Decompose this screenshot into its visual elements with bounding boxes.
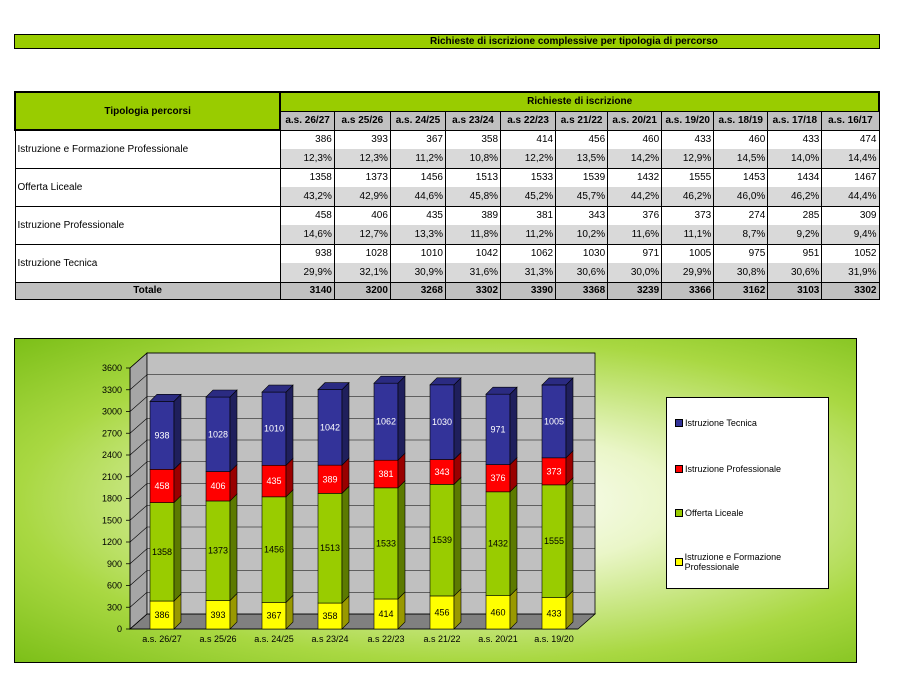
percent-cell: 9,4% [822, 225, 879, 244]
value-cell: 460 [714, 130, 768, 149]
year-header: a.s. 26/27 [280, 111, 334, 130]
data-label: 1028 [207, 429, 229, 440]
percent-cell: 31,6% [445, 263, 500, 282]
legend-swatch [675, 509, 683, 517]
legend-item [675, 418, 757, 428]
total-label: Totale [15, 282, 280, 299]
x-tick-label: a.s 23/24 [311, 634, 349, 644]
bar-segment-side [174, 394, 181, 469]
value-cell: 414 [501, 130, 556, 149]
year-header: a.s. 20/21 [608, 111, 662, 130]
value-cell: 1052 [822, 244, 879, 263]
data-label: 406 [210, 481, 226, 492]
data-label: 456 [434, 607, 450, 618]
value-cell: 358 [445, 130, 500, 149]
y-tick-label: 600 [106, 580, 122, 591]
group-header: Richieste di iscrizione [280, 92, 879, 111]
value-cell: 1456 [390, 168, 445, 187]
total-cell: 3103 [768, 282, 822, 299]
value-cell: 343 [556, 206, 608, 225]
x-tick-label: a.s. 20/21 [478, 634, 518, 644]
data-label: 381 [378, 469, 394, 480]
percent-cell: 45,8% [445, 187, 500, 206]
percent-cell: 9,2% [768, 225, 822, 244]
table-row-values [15, 244, 879, 263]
chart-floor [130, 614, 595, 629]
percent-cell: 46,2% [768, 187, 822, 206]
data-label: 1456 [263, 544, 285, 555]
percent-cell: 11,8% [445, 225, 500, 244]
data-label: 414 [378, 608, 394, 619]
data-label: 393 [210, 609, 226, 620]
total-cell: 3302 [822, 282, 879, 299]
percent-cell: 30,6% [768, 263, 822, 282]
y-tick-label: 900 [106, 558, 122, 569]
value-cell: 406 [334, 206, 390, 225]
total-row [15, 282, 879, 299]
percent-cell: 11,1% [662, 225, 714, 244]
year-header: a.s 21/22 [556, 111, 608, 130]
value-cell: 1028 [334, 244, 390, 263]
percent-cell: 31,3% [501, 263, 556, 282]
percent-cell: 46,2% [662, 187, 714, 206]
data-label: 1373 [207, 545, 229, 556]
bar-segment-side [566, 478, 573, 598]
y-tick-label: 2400 [101, 450, 122, 460]
total-cell: 3140 [280, 282, 334, 299]
y-tick-label: 300 [106, 602, 122, 613]
value-cell: 1432 [608, 168, 662, 187]
percent-cell: 12,7% [334, 225, 390, 244]
value-cell: 971 [608, 244, 662, 263]
legend-item [675, 508, 743, 518]
y-tick-label: 1200 [101, 537, 122, 547]
value-cell: 309 [822, 206, 879, 225]
value-cell: 367 [390, 130, 445, 149]
value-cell: 951 [768, 244, 822, 263]
percent-cell: 14,5% [714, 149, 768, 168]
data-label: 343 [434, 466, 450, 477]
legend-label: Istruzione e Formazione Professionale [684, 552, 782, 572]
data-label: 460 [490, 607, 506, 618]
page-title: Richieste di iscrizione complessive per tipologia di percorso [430, 36, 718, 47]
enrollment-table [14, 91, 880, 300]
data-label: 1005 [543, 416, 565, 427]
data-label: 1533 [375, 538, 397, 549]
value-cell: 1467 [822, 168, 879, 187]
year-header: a.s. 18/19 [714, 111, 768, 130]
value-cell: 433 [768, 130, 822, 149]
percent-cell: 46,0% [714, 187, 768, 206]
data-label: 1030 [431, 417, 453, 428]
percent-cell: 11,2% [390, 149, 445, 168]
value-cell: 1005 [662, 244, 714, 263]
percent-cell: 32,1% [334, 263, 390, 282]
bar-segment-side [286, 385, 293, 465]
value-cell: 975 [714, 244, 768, 263]
table-row-values [15, 168, 879, 187]
total-cell: 3368 [556, 282, 608, 299]
percent-cell: 44,6% [390, 187, 445, 206]
bar-segment-side [398, 481, 405, 599]
percent-cell: 30,6% [556, 263, 608, 282]
data-label: 1042 [319, 422, 341, 433]
y-tick-label: 2100 [101, 471, 122, 482]
value-cell: 389 [445, 206, 500, 225]
year-header: a.s 22/23 [501, 111, 556, 130]
value-cell: 474 [822, 130, 879, 149]
legend-swatch [675, 419, 683, 427]
value-cell: 1030 [556, 244, 608, 263]
y-tick-label: 0 [116, 624, 122, 634]
data-label: 1358 [151, 546, 173, 557]
value-cell: 1042 [445, 244, 500, 263]
data-label: 1539 [431, 535, 453, 546]
percent-cell: 45,2% [501, 187, 556, 206]
data-label: 938 [154, 430, 170, 441]
data-label: 435 [266, 476, 282, 487]
data-label: 358 [322, 611, 338, 622]
value-cell: 285 [768, 206, 822, 225]
data-label: 389 [322, 474, 338, 485]
y-tick-label: 2700 [101, 428, 122, 439]
bar-segment-side [454, 477, 461, 596]
value-cell: 1539 [556, 168, 608, 187]
percent-cell: 30,8% [714, 263, 768, 282]
legend-item [675, 464, 781, 474]
value-cell: 1513 [445, 168, 500, 187]
year-header: a.s. 19/20 [662, 111, 714, 130]
percent-cell: 13,3% [390, 225, 445, 244]
page-title-bar [14, 34, 880, 49]
category-label: Istruzione Professionale [15, 206, 280, 244]
percent-cell: 14,0% [768, 149, 822, 168]
total-cell: 3268 [390, 282, 445, 299]
bar-segment-side [342, 383, 349, 466]
legend-label: Istruzione Professionale [685, 464, 782, 474]
percent-cell: 43,2% [280, 187, 334, 206]
percent-cell: 12,9% [662, 149, 714, 168]
value-cell: 376 [608, 206, 662, 225]
value-cell: 458 [280, 206, 334, 225]
total-cell: 3366 [662, 282, 714, 299]
percent-cell: 14,2% [608, 149, 662, 168]
percent-cell: 31,9% [822, 263, 879, 282]
value-cell: 373 [662, 206, 714, 225]
y-tick-label: 3600 [101, 363, 122, 373]
bar-segment-side [174, 496, 181, 601]
total-cell: 3302 [445, 282, 500, 299]
legend-label: Istruzione Tecnica [685, 418, 757, 428]
value-cell: 1358 [280, 168, 334, 187]
y-tick-label: 1800 [101, 493, 122, 504]
percent-cell: 12,3% [334, 149, 390, 168]
legend-swatch [675, 558, 683, 566]
bar-segment-side [286, 490, 293, 603]
value-cell: 1555 [662, 168, 714, 187]
table-row-values [15, 206, 879, 225]
percent-cell: 29,9% [280, 263, 334, 282]
data-label: 1513 [319, 543, 341, 554]
total-cell: 3390 [501, 282, 556, 299]
table-body [15, 130, 879, 299]
percent-cell: 10,8% [445, 149, 500, 168]
total-cell: 3200 [334, 282, 390, 299]
legend-item [675, 552, 828, 572]
bar-segment-side [510, 485, 517, 596]
value-cell: 1453 [714, 168, 768, 187]
year-header: a.s. 16/17 [822, 111, 879, 130]
percent-cell: 42,9% [334, 187, 390, 206]
year-header: a.s 23/24 [445, 111, 500, 130]
value-cell: 381 [501, 206, 556, 225]
total-cell: 3162 [714, 282, 768, 299]
data-label: 1010 [263, 423, 285, 434]
corner-header: Tipologia percorsi [15, 92, 280, 130]
value-cell: 938 [280, 244, 334, 263]
bar-segment-side [454, 378, 461, 460]
category-label: Offerta Liceale [15, 168, 280, 206]
value-cell: 435 [390, 206, 445, 225]
y-tick-label: 3300 [101, 384, 122, 395]
legend-swatch [675, 465, 683, 473]
x-tick-label: a.s. 26/27 [142, 634, 182, 644]
percent-cell: 45,7% [556, 187, 608, 206]
chart-legend [666, 397, 829, 589]
bar-segment-side [230, 494, 237, 601]
data-label: 1062 [375, 416, 397, 427]
legend-label: Offerta Liceale [685, 508, 744, 518]
data-label: 1555 [543, 536, 565, 547]
percent-cell: 44,4% [822, 187, 879, 206]
category-label: Istruzione Tecnica [15, 244, 280, 282]
percent-cell: 44,2% [608, 187, 662, 206]
percent-cell: 11,2% [501, 225, 556, 244]
data-label: 373 [546, 466, 562, 477]
data-label: 367 [266, 610, 282, 621]
percent-cell: 13,5% [556, 149, 608, 168]
value-cell: 1010 [390, 244, 445, 263]
value-cell: 1533 [501, 168, 556, 187]
percent-cell: 12,3% [280, 149, 334, 168]
x-tick-label: a.s. 19/20 [534, 634, 574, 644]
percent-cell: 11,6% [608, 225, 662, 244]
value-cell: 460 [608, 130, 662, 149]
value-cell: 274 [714, 206, 768, 225]
year-header: a.s. 17/18 [768, 111, 822, 130]
percent-cell: 8,7% [714, 225, 768, 244]
value-cell: 1373 [334, 168, 390, 187]
x-tick-label: a.s 22/23 [367, 634, 405, 644]
total-cell: 3239 [608, 282, 662, 299]
x-tick-label: a.s. 24/25 [254, 634, 294, 644]
value-cell: 386 [280, 130, 334, 149]
percent-cell: 30,0% [608, 263, 662, 282]
year-header: a.s. 24/25 [390, 111, 445, 130]
value-cell: 456 [556, 130, 608, 149]
percent-cell: 10,2% [556, 225, 608, 244]
bar-segment-side [566, 378, 573, 458]
value-cell: 1434 [768, 168, 822, 187]
bar-segment-side [342, 486, 349, 603]
bar-segment-side [398, 376, 405, 460]
value-cell: 393 [334, 130, 390, 149]
percent-cell: 30,9% [390, 263, 445, 282]
bar-segment-side [230, 390, 237, 472]
data-label: 386 [154, 610, 170, 621]
percent-cell: 14,4% [822, 149, 879, 168]
category-label: Istruzione e Formazione Professionale [15, 130, 280, 168]
data-label: 433 [546, 608, 562, 619]
data-label: 1432 [487, 538, 509, 549]
y-tick-label: 1500 [101, 515, 122, 526]
data-label: 376 [490, 473, 506, 484]
data-label: 458 [154, 480, 170, 491]
data-label: 971 [490, 424, 506, 435]
percent-cell: 14,6% [280, 225, 334, 244]
table-row-values [15, 130, 879, 149]
value-cell: 1062 [501, 244, 556, 263]
percent-cell: 12,2% [501, 149, 556, 168]
x-tick-label: a.s 21/22 [423, 634, 461, 644]
bar-segment-side [510, 387, 517, 464]
percent-cell: 29,9% [662, 263, 714, 282]
year-header: a.s 25/26 [334, 111, 390, 130]
y-tick-label: 3000 [101, 406, 122, 417]
x-tick-label: a.s 25/26 [199, 634, 237, 644]
value-cell: 433 [662, 130, 714, 149]
